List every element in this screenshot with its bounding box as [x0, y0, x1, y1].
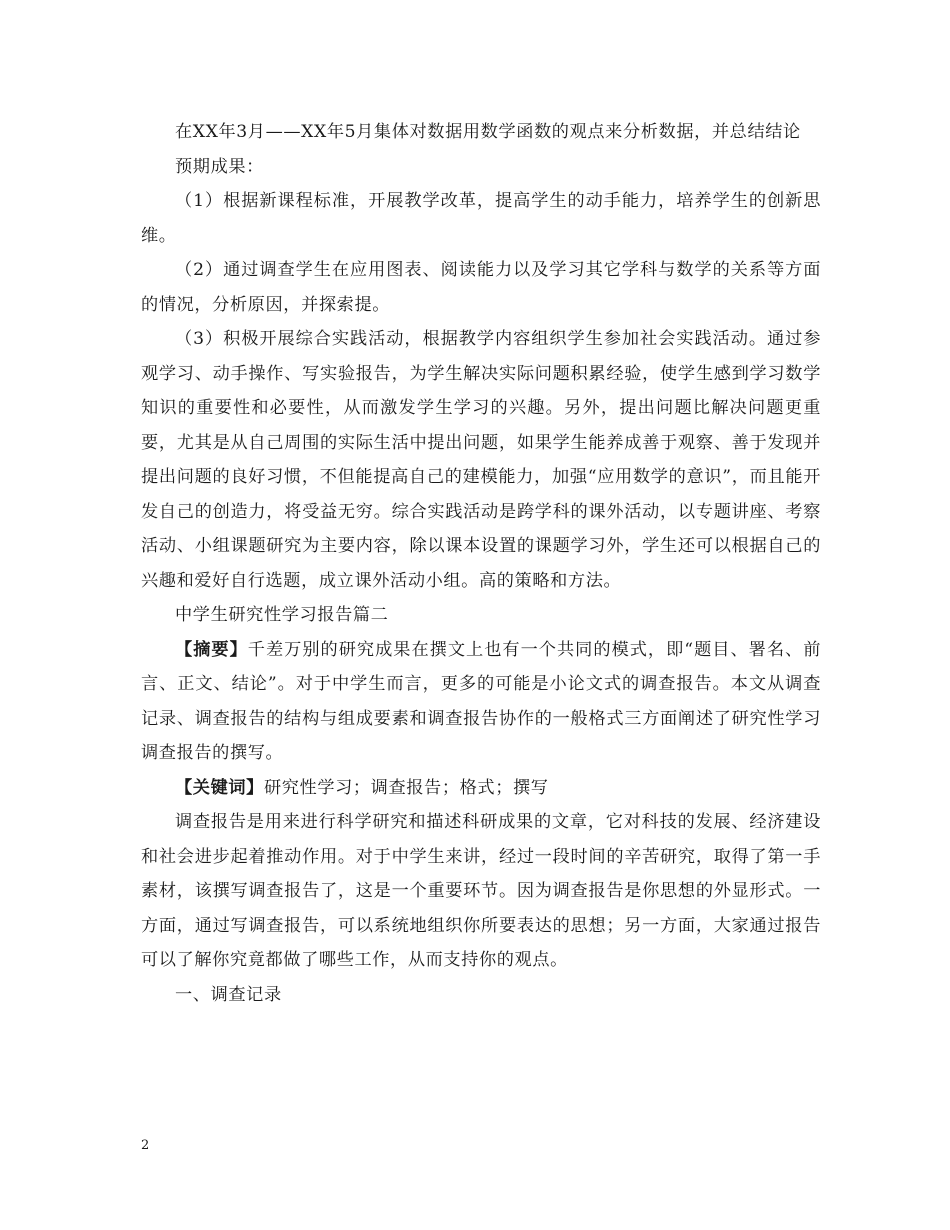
paragraph-result-3: （3）积极开展综合实践活动，根据教学内容组织学生参加社会实践活动。通过参观学习、动手操作、写实验报告，为学生解决实际问题积累经验，使学生感到学习数学知识的重要性和必要性，从而激发学生学习的兴趣。另外，提出问题比解决问题更重要，尤其是从自己周围的实际生活中提出问题，如果学生能养成善于观察、善于发现并提出问题的良好习惯，不但能提高自己的建模能力，加强“应用数学的意识”，而且能开发自己的创造力，将受益无穷。综合实践活动是跨学科的课外活动，以专题讲座、考察活动、小组课题研究为主要内容，除以课本设置的课题学习外，学生还可以根据自己的兴趣和爱好自行选题，成立课外活动小组。高的策略和方法。: [141, 329, 821, 591]
abstract-label: 【摘要】: [175, 639, 248, 660]
paragraph-analysis-period: 在XX年3月——XX年5月集体对数据用数学函数的观点来分析数据，并总结结论: [175, 122, 801, 142]
keywords-text: 研究性学习；调查报告；格式；撰写: [263, 777, 549, 798]
document-body: [141, 115, 821, 1012]
section-heading-part-two: 中学生研究性学习报告篇二: [175, 605, 389, 625]
paragraph-result-1: （1）根据新课程标准，开展教学改革，提高学生的动手能力，培养学生的创新思维。: [141, 191, 821, 246]
paragraph-expected-results-label: 预期成果：: [175, 156, 264, 177]
section-heading-survey-record: 一、调查记录: [175, 984, 282, 1005]
paragraph-result-2: （2）通过调查学生在应用图表、阅读能力以及学习其它学科与数学的关系等方面的情况，分析原因，并探索提。: [141, 260, 821, 315]
paragraph-report-purpose: 调查报告是用来进行科学研究和描述科研成果的文章，它对科技的发展、经济建设和社会进步起着推动作用。对于中学生来讲，经过一段时间的辛苦研究，取得了第一手素材，该撰写调查报告了，这是一个重要环节。因为调查报告是你思想的外显形式。一方面，通过写调查报告，可以系统地组织你所要表达的思想；另一方面，大家通过报告可以了解你究竟都做了哪些工作，从而支持你的观点。: [141, 812, 821, 970]
page-number: 2: [141, 1138, 150, 1153]
keywords-paragraph: [141, 771, 821, 806]
abstract-paragraph: [141, 633, 821, 771]
abstract-text: 千差万别的研究成果在撰文上也有一个共同的模式，即“题目、署名、前言、正文、结论”。对于中学生而言，更多的可能是小论文式的调查报告。本文从调查记录、调查报告的结构与组成要素和调查报告协作的一般格式三方面阐述了研究性学习调查报告的撰写。: [141, 639, 821, 763]
keywords-label: 【关键词】: [175, 777, 264, 798]
